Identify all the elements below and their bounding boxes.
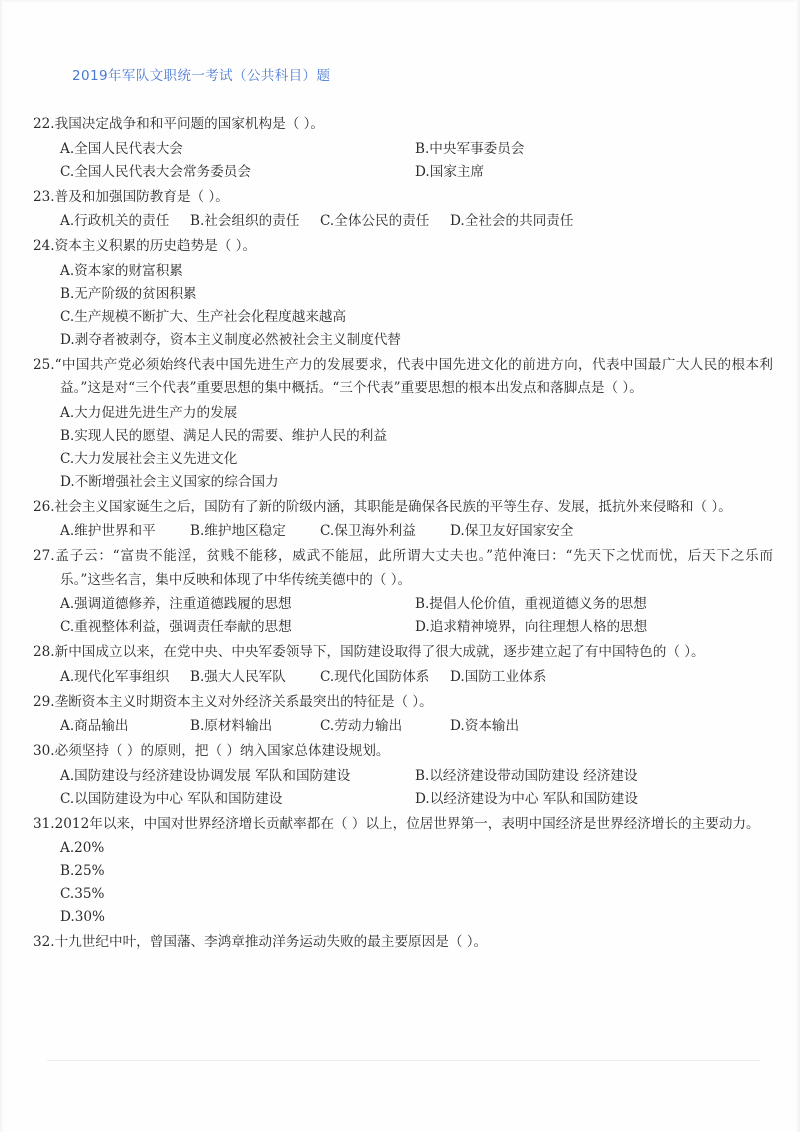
question-block <box>33 740 773 811</box>
question-number: 24. <box>33 238 55 254</box>
option-choice[interactable]: D.国家主席 <box>415 163 485 180</box>
question-stem <box>33 113 773 137</box>
question-text: 十九世纪中叶，曾国藩、李鸿章推动洋务运动失败的最主要原因是（ ）。 <box>54 934 488 950</box>
option-choice[interactable]: B.强大人民军队 <box>190 668 286 685</box>
question-stem <box>33 354 773 401</box>
option-list <box>33 520 773 543</box>
option-row <box>60 138 773 161</box>
question-text: 垄断资本主义时期资本主义对外经济关系最突出的特征是（ ）。 <box>54 693 433 710</box>
option-choice[interactable]: C.重视整体利益，强调责任奉献的思想 <box>60 619 292 635</box>
question-text: 我国决定战争和和平问题的国家机构是（ ）。 <box>54 116 325 132</box>
question-number: 26. <box>33 498 55 515</box>
question-block <box>33 496 773 544</box>
option-list <box>33 402 773 494</box>
option-row <box>60 765 773 788</box>
document-title: 2019年军队文职统一考试（公共科目）题 <box>72 68 331 84</box>
question-block <box>33 545 773 639</box>
option-choice[interactable]: B.维护地区稳定 <box>190 523 286 539</box>
question-number: 31. <box>33 815 55 832</box>
question-number: 30. <box>33 743 55 759</box>
option-choice[interactable]: C.35% <box>60 886 105 902</box>
footer-divider <box>47 1060 760 1061</box>
option-row <box>60 402 773 425</box>
option-row <box>60 260 773 283</box>
question-text: 普及和加强国防教育是（ ）。 <box>54 188 229 205</box>
option-choice[interactable]: B.25% <box>60 863 105 879</box>
question-block <box>33 641 773 689</box>
option-row <box>60 283 773 306</box>
questions-container <box>33 113 773 957</box>
option-choice[interactable]: C.大力发展社会主义先进文化 <box>60 450 238 467</box>
option-choice[interactable]: B.提倡人伦价值，重视道德义务的思想 <box>415 596 647 612</box>
option-choice[interactable]: B.中央军事委员会 <box>415 140 525 157</box>
question-number: 27. <box>33 548 55 564</box>
option-list <box>33 666 773 689</box>
option-choice[interactable]: A.行政机关的责任 <box>60 213 170 229</box>
option-row <box>60 161 773 184</box>
option-row <box>60 788 773 811</box>
option-choice[interactable]: A.资本家的财富积累 <box>60 262 183 279</box>
option-row <box>60 860 773 883</box>
question-stem <box>33 496 773 520</box>
option-list <box>33 210 773 233</box>
option-choice[interactable]: B.以经济建设带动国防建设 经济建设 <box>415 767 638 784</box>
question-block <box>33 186 773 234</box>
question-stem <box>33 931 773 955</box>
option-choice[interactable]: D.剥夺者被剥夺，资本主义制度必然被社会主义制度代替 <box>60 331 401 348</box>
question-text: 社会主义国家诞生之后，国防有了新的阶级内涵，其职能是确保各民族的平等生存、发展，抵抗外来侵略和（ ）。 <box>54 498 732 515</box>
question-stem <box>33 740 773 764</box>
option-choice[interactable]: A.大力促进先进生产力的发展 <box>60 404 238 421</box>
option-row <box>60 593 773 616</box>
option-list <box>33 837 773 929</box>
option-choice[interactable]: D.全社会的共同责任 <box>450 213 574 229</box>
option-choice[interactable]: B.原材料输出 <box>190 718 273 734</box>
option-row <box>60 715 773 738</box>
option-choice[interactable]: C.劳动力输出 <box>320 718 403 734</box>
question-block <box>33 354 773 494</box>
option-list <box>33 138 773 184</box>
option-choice[interactable]: C.现代化国防体系 <box>320 668 430 685</box>
question-block <box>33 691 773 739</box>
option-choice[interactable]: C.以国防建设为中心 军队和国防建设 <box>60 790 283 807</box>
option-choice[interactable]: A.维护世界和平 <box>60 523 156 539</box>
option-list <box>33 260 773 352</box>
question-stem <box>33 691 773 715</box>
option-list <box>33 765 773 811</box>
question-stem <box>33 235 773 259</box>
option-row <box>60 520 773 543</box>
option-row <box>60 425 773 448</box>
option-choice[interactable]: A.国防建设与经济建设协调发展 军队和国防建设 <box>60 767 351 784</box>
option-choice[interactable]: C.全体公民的责任 <box>320 213 430 229</box>
question-number: 32. <box>33 934 55 950</box>
question-stem <box>33 641 773 665</box>
option-choice[interactable]: B.无产阶级的贫困积累 <box>60 285 197 302</box>
question-stem <box>33 545 773 592</box>
question-number: 29. <box>33 693 55 710</box>
question-stem <box>33 813 773 837</box>
option-choice[interactable]: A.强调道德修养，注重道德践履的思想 <box>60 596 292 612</box>
question-text: 资本主义积累的历史趋势是（ ）。 <box>54 238 257 254</box>
option-row <box>60 906 773 929</box>
scan-edge-left <box>0 0 4 1132</box>
option-row <box>60 666 773 689</box>
scan-edge-right <box>795 0 800 1132</box>
option-choice[interactable]: D.资本输出 <box>450 718 520 734</box>
option-row <box>60 883 773 906</box>
question-block <box>33 235 773 352</box>
question-number: 22. <box>33 116 55 132</box>
option-choice[interactable]: D.不断增强社会主义国家的综合国力 <box>60 473 279 490</box>
scan-edge-top <box>0 0 800 3</box>
option-choice[interactable]: A.全国人民代表大会 <box>60 140 183 157</box>
question-text: 2012年以来，中国对世界经济增长贡献率都在（ ）以上，位居世界第一，表明中国经济是世界经济增长的主要动力。 <box>54 815 760 832</box>
option-choice[interactable]: B.社会组织的责任 <box>190 213 300 229</box>
question-stem <box>33 186 773 210</box>
option-choice[interactable]: D.30% <box>60 909 105 925</box>
option-row <box>60 306 773 329</box>
question-text: 必须坚持（ ）的原则，把（ ）纳入国家总体建设规划。 <box>54 743 390 759</box>
question-number: 28. <box>33 644 55 660</box>
option-choice[interactable]: D.追求精神境界，向往理想人格的思想 <box>415 619 648 635</box>
option-choice[interactable]: D.国防工业体系 <box>450 668 547 685</box>
question-block <box>33 113 773 184</box>
option-choice[interactable]: C.全国人民代表大会常务委员会 <box>60 163 251 180</box>
option-row <box>60 329 773 352</box>
question-number: 25. <box>33 356 55 373</box>
option-row <box>60 837 773 860</box>
option-row <box>60 616 773 639</box>
option-choice[interactable]: A.20% <box>60 840 105 856</box>
option-list <box>33 715 773 738</box>
option-choice[interactable]: A.商品输出 <box>60 718 129 734</box>
question-text: “中国共产党必须始终代表中国先进生产力的发展要求，代表中国先进文化的前进方向，代表中国最广大人民的根本利益。”这是对“三个代表”重要思想的集中概括。“三个代表”重要思想的根本出发点和落脚点是（ ）。 <box>54 356 773 396</box>
option-choice[interactable]: A.现代化军事组织 <box>60 668 170 685</box>
question-text: 新中国成立以来，在党中央、中央军委领导下，国防建设取得了很大成就，逐步建立起了有中国特色的（ ）。 <box>54 644 705 660</box>
option-choice[interactable]: D.保卫友好国家安全 <box>450 523 574 539</box>
option-row <box>60 210 773 233</box>
option-choice[interactable]: B.实现人民的愿望、满足人民的需要、维护人民的利益 <box>60 427 387 444</box>
option-choice[interactable]: C.生产规模不断扩大、生产社会化程度越来越高 <box>60 308 347 325</box>
option-choice[interactable]: C.保卫海外利益 <box>320 523 416 539</box>
option-list <box>33 593 773 639</box>
option-row <box>60 471 773 494</box>
option-row <box>60 448 773 471</box>
question-block <box>33 931 773 955</box>
question-number: 23. <box>33 188 55 205</box>
question-block <box>33 813 773 930</box>
option-choice[interactable]: D.以经济建设为中心 军队和国防建设 <box>415 790 638 807</box>
question-text: 孟子云：“富贵不能淫，贫贱不能移，威武不能屈，此所谓大丈夫也。”范仲淹曰：“先天下之忧而忧，后天下之乐而乐。”这些名言，集中反映和体现了中华传统美德中的（ ）。 <box>54 548 773 588</box>
